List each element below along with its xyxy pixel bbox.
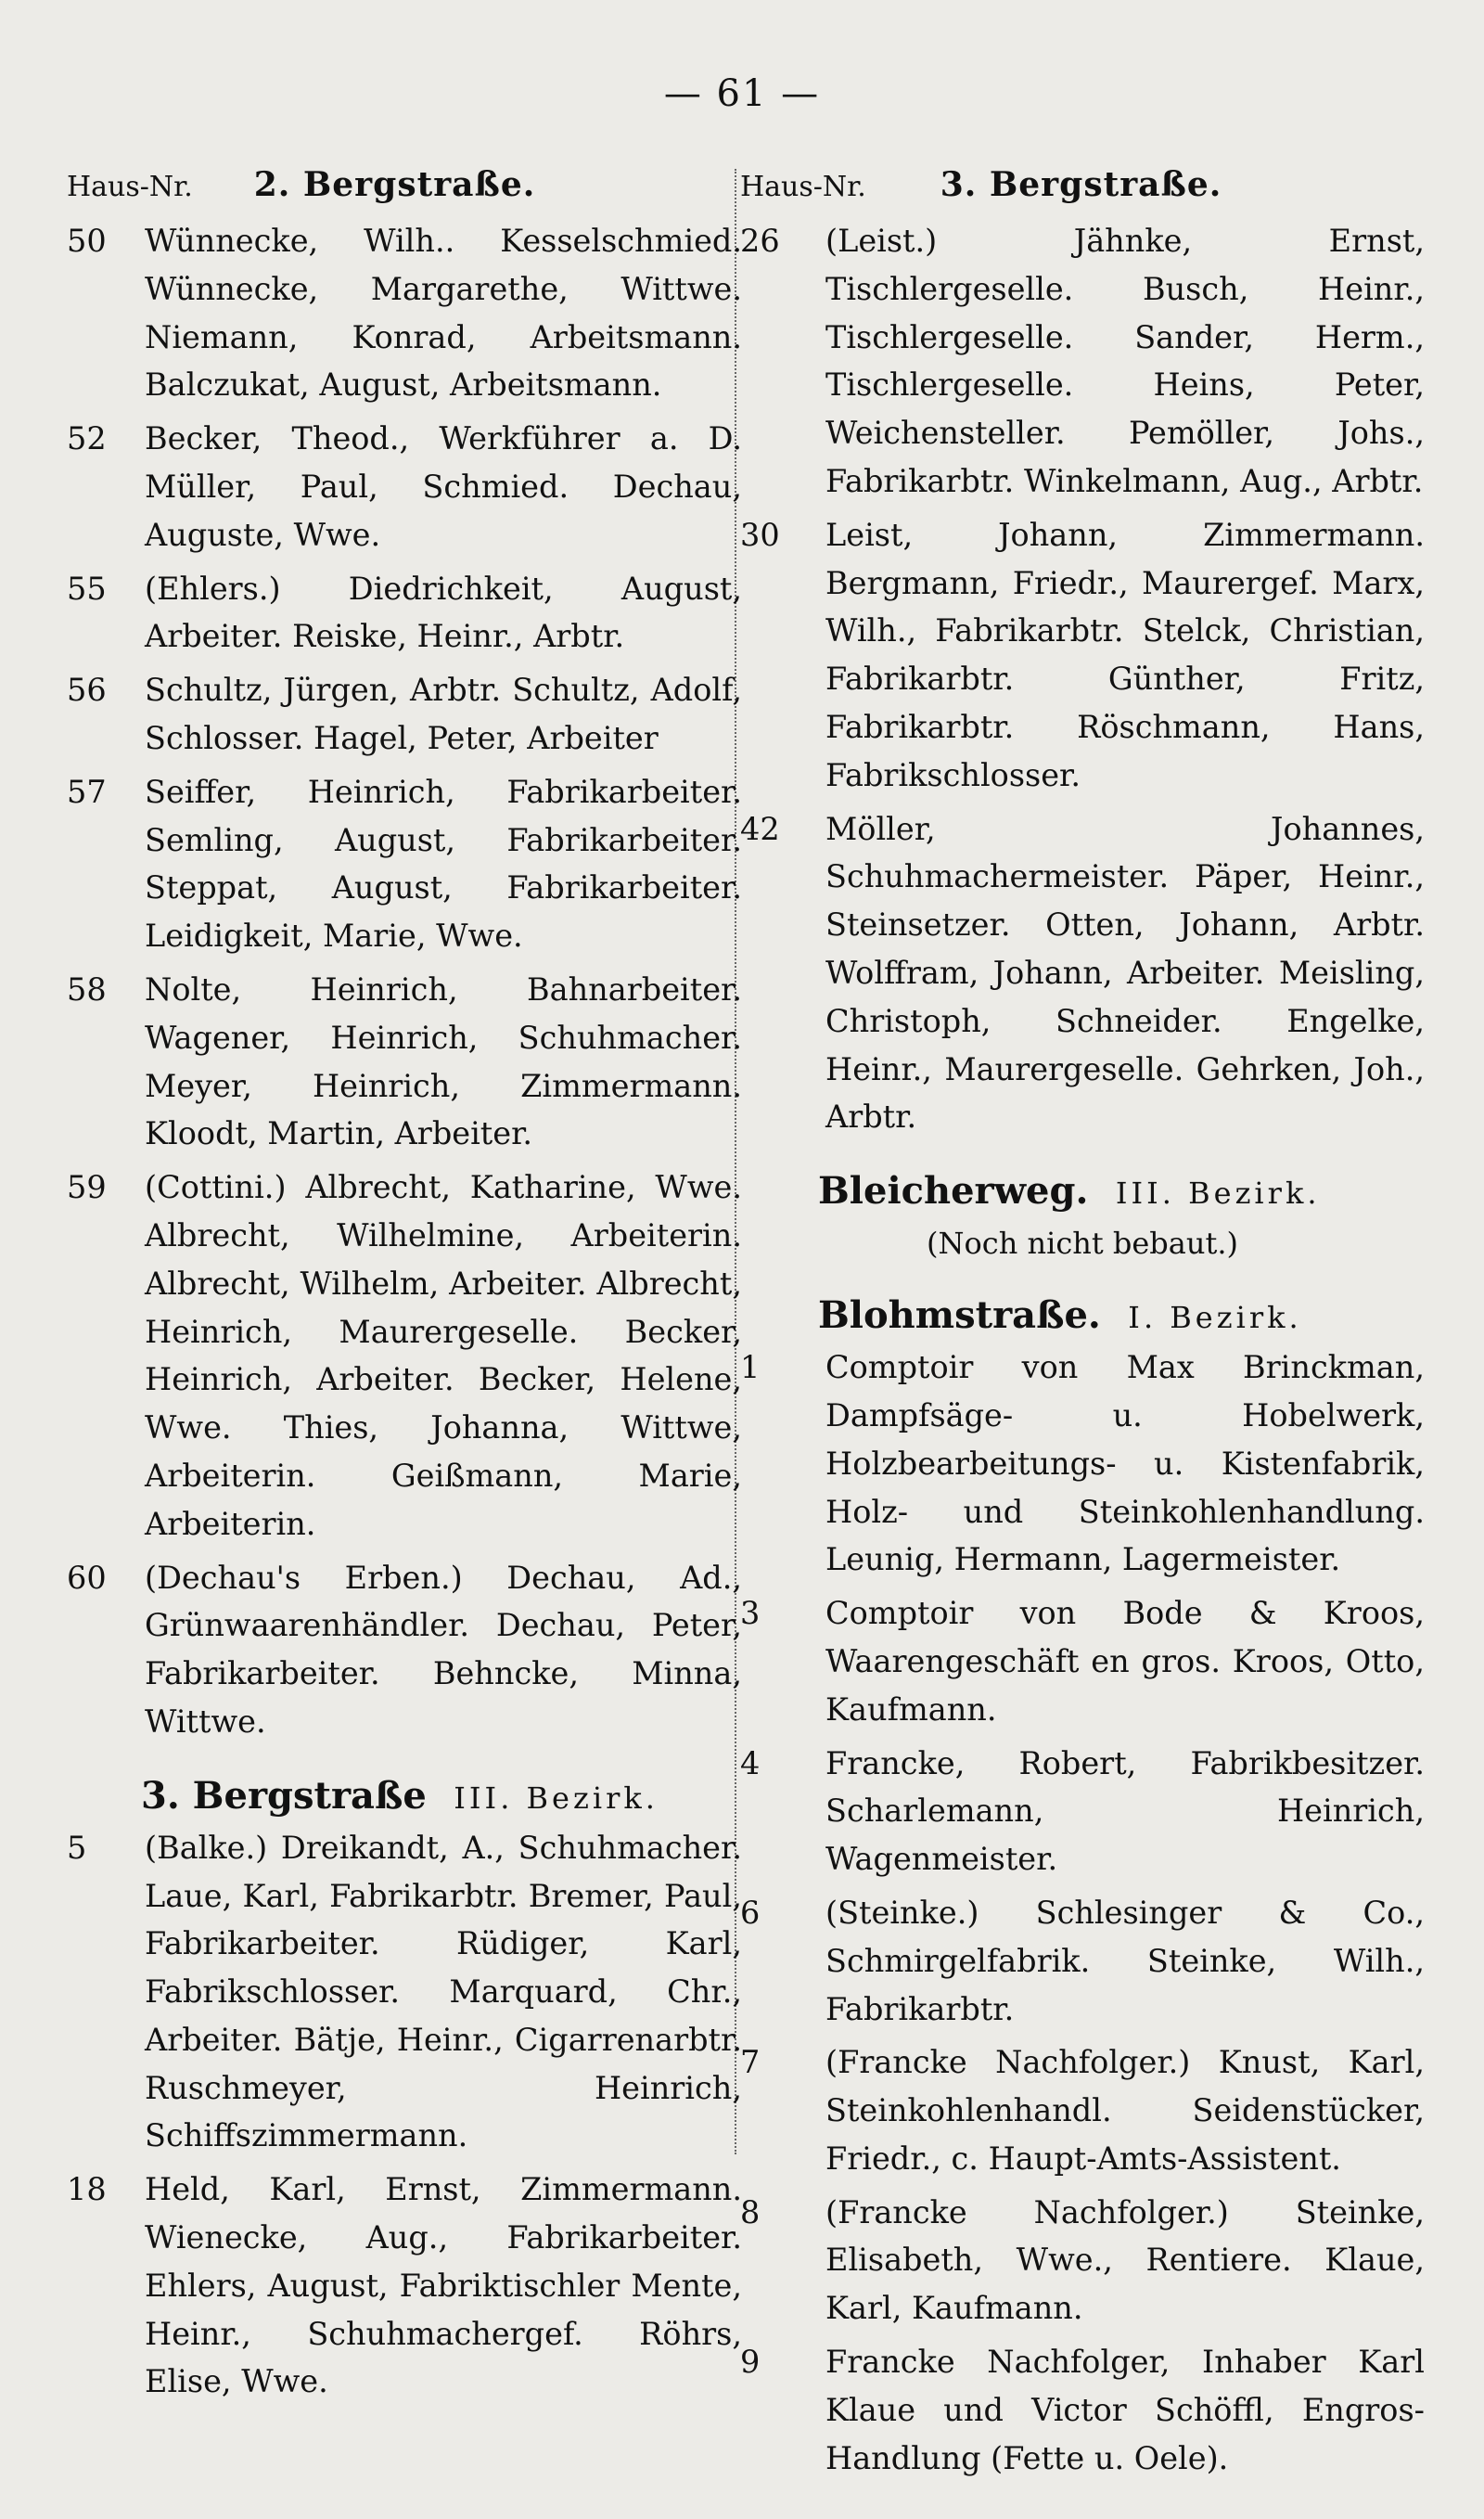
list-item [67, 2166, 742, 2406]
house-number: 60 [67, 1559, 107, 1596]
list-item [67, 768, 742, 960]
section-district: III. Bezirk. [454, 1780, 659, 1816]
list-item [67, 1824, 742, 2161]
list-item [740, 2038, 1425, 2182]
house-number: 57 [67, 773, 107, 810]
list-item [67, 666, 742, 763]
residents-text: (Ehlers.) Diedrichkeit, August, Arbeiter. Reiske, Heinr., Arbtr. [145, 570, 742, 655]
house-number: 9 [740, 2344, 761, 2381]
house-number: 30 [740, 516, 780, 553]
residents-text: (Francke Nachfolger.) Steinke, Elisabeth, Wwe., Rentiere. Klaue, Karl, Kaufmann. [825, 2193, 1425, 2327]
house-number: 6 [740, 1894, 761, 1931]
residents-text: Wünnecke, Wilh.. Kesselschmied. Wünnecke, Margarethe, Wittwe. Niemann, Konrad, Arbeitsmann. Balczukat, August, Arbeitsmann. [145, 223, 742, 404]
house-number: 42 [740, 810, 780, 847]
residents-text: (Leist.) Jähnke, Ernst, Tischlergeselle. Busch, Heinr., Tischlergeselle. Sander, Herm., Tischlergeselle. Heins, Peter, Weichensteller. Pemöller, Johs., Fabrikarbtr. Winkelmann, Aug., Arbtr. [825, 223, 1425, 499]
page-number: — 61 — [663, 72, 821, 115]
residents-text: Held, Karl, Ernst, Zimmermann. Wienecke, Aug., Fabrikarbeiter. Ehlers, August, Fabriktischler Mente, Heinr., Schuhmachergef. Röhrs, Elise, Wwe. [145, 2171, 742, 2400]
residents-text: Francke Nachfolger, Inhaber Karl Klaue und Victor Schöffl, Engros-Handlung (Fette u. Oele). [825, 2344, 1425, 2476]
list-item [67, 1163, 742, 1548]
house-number: 7 [740, 2044, 761, 2081]
list-item [740, 2189, 1425, 2333]
residents-text: Comptoir von Bode & Kroos, Waarengeschäft en gros. Kroos, Otto, Kaufmann. [825, 1595, 1425, 1728]
house-number: 26 [740, 223, 780, 259]
list-item [67, 415, 742, 559]
street-title: 3. Bergstraße. [940, 165, 1222, 204]
list-item [67, 1554, 742, 1746]
house-number: 59 [67, 1169, 107, 1206]
residents-text: Leist, Johann, Zimmermann. Bergmann, Friedr., Maurergef. Marx, Wilh., Fabrikarbtr. Stelck, Christian, Fabrikarbtr. Günther, Fritz, Fabrikarbtr. Röschmann, Hans, Fabrikschlosser. [825, 516, 1425, 793]
list-item [740, 1889, 1425, 2033]
house-number: 55 [67, 570, 107, 607]
residents-text: (Balke.) Dreikandt, A., Schuhmacher. Laue, Karl, Fabrikarbtr. Bremer, Paul, Fabrikarbeiter. Rüdiger, Karl, Fabrikschlosser. Marquard, Chr., Arbeiter. Bätje, Heinr., Cigarrenarbtr. Ruschmeyer, Heinrich, Schiffszimmermann. [145, 1829, 742, 2154]
list-item [740, 1343, 1425, 1584]
left-column [67, 165, 742, 2411]
residents-text: Comptoir von Max Brinckman, Dampfsäge- u. Hobelwerk, Holzbearbeitungs- u. Kistenfabrik, Holz- und Steinkohlenhandlung. Leunig, Hermann, Lagermeister. [825, 1349, 1425, 1578]
house-number: 5 [67, 1829, 87, 1866]
residents-text: (Dechau's Erben.) Dechau, Ad., Grünwaarenhändler. Dechau, Peter, Fabrikarbeiter. Behncke, Minna, Wittwe. [145, 1559, 742, 1740]
section-street-name: 3. Bergstraße [141, 1773, 427, 1818]
right-column-header [740, 165, 1425, 217]
house-number: 8 [740, 2193, 761, 2230]
list-item [740, 1589, 1425, 1733]
house-number: 56 [67, 672, 107, 709]
residents-text: (Steinke.) Schlesinger & Co., Schmirgelfabrik. Steinke, Wilh., Fabrikarbtr. [825, 1894, 1425, 2027]
list-item [740, 217, 1425, 506]
residents-text: Möller, Johannes, Schuhmachermeister. Päper, Heinr., Steinsetzer. Otten, Johann, Arbtr. Wolffram, Johann, Arbeiter. Meisling, Christoph, Schneider. Engelke, Heinr., Maurergeselle. Gehrken, Joh., Arbtr. [825, 810, 1425, 1136]
list-item [67, 966, 742, 1158]
house-number: 4 [740, 1744, 761, 1781]
section-heading [67, 1772, 742, 1822]
section-street-name: Bleicherweg. [818, 1169, 1089, 1214]
list-item [67, 565, 742, 662]
residents-text: Francke, Robert, Fabrikbesitzer. Scharlemann, Heinrich, Wagenmeister. [825, 1744, 1425, 1878]
residents-text: Seiffer, Heinrich, Fabrikarbeiter. Semling, August, Fabrikarbeiter. Steppat, August, Fabrikarbeiter. Leidigkeit, Marie, Wwe. [145, 773, 742, 955]
section-heading [740, 1292, 1425, 1342]
section-street-name: Blohmstraße. [818, 1293, 1101, 1338]
list-item [740, 805, 1425, 1142]
residents-text: Becker, Theod., Werkführer a. D. Müller, Paul, Schmied. Dechau, Auguste, Wwe. [145, 420, 742, 553]
section-note: (Noch nicht bebaut.) [927, 1226, 1238, 1262]
left-column-header [67, 165, 742, 217]
list-item [740, 511, 1425, 800]
residents-text: Schultz, Jürgen, Arbtr. Schultz, Adolf, Schlosser. Hagel, Peter, Arbeiter [145, 672, 742, 756]
street-title: 2. Bergstraße. [253, 165, 536, 204]
residents-text: (Francke Nachfolger.) Knust, Karl, Steinkohlenhandl. Seidenstücker, Friedr., c. Haupt-Amts-Assistent. [825, 2044, 1425, 2177]
section-district: III. Bezirk. [1115, 1176, 1321, 1212]
section-district: I. Bezirk. [1128, 1300, 1302, 1336]
house-number-label: Haus-Nr. [67, 171, 193, 203]
house-number: 58 [67, 970, 107, 1008]
house-number: 50 [67, 223, 107, 259]
residents-text: (Cottini.) Albrecht, Katharine, Wwe. Albrecht, Wilhelmine, Arbeiterin. Albrecht, Wilhelm, Arbeiter. Albrecht, Heinrich, Maurergeselle. Becker, Heinrich, Arbeiter. Becker, Helene, Wwe. Thies, Johanna, Wittwe, Arbeiterin. Geißmann, Marie, Arbeiterin. [145, 1169, 742, 1542]
house-number-label: Haus-Nr. [740, 171, 866, 203]
section-heading [740, 1167, 1425, 1217]
list-item [67, 217, 742, 409]
house-number: 3 [740, 1595, 761, 1632]
house-number: 18 [67, 2171, 107, 2208]
house-number: 52 [67, 420, 107, 457]
house-number: 1 [740, 1349, 761, 1386]
residents-text: Nolte, Heinrich, Bahnarbeiter. Wagener, Heinrich, Schuhmacher. Meyer, Heinrich, Zimmermann. Kloodt, Martin, Arbeiter. [145, 970, 742, 1152]
list-item [740, 2338, 1425, 2482]
right-column [740, 165, 1425, 2487]
list-item [740, 1740, 1425, 1883]
